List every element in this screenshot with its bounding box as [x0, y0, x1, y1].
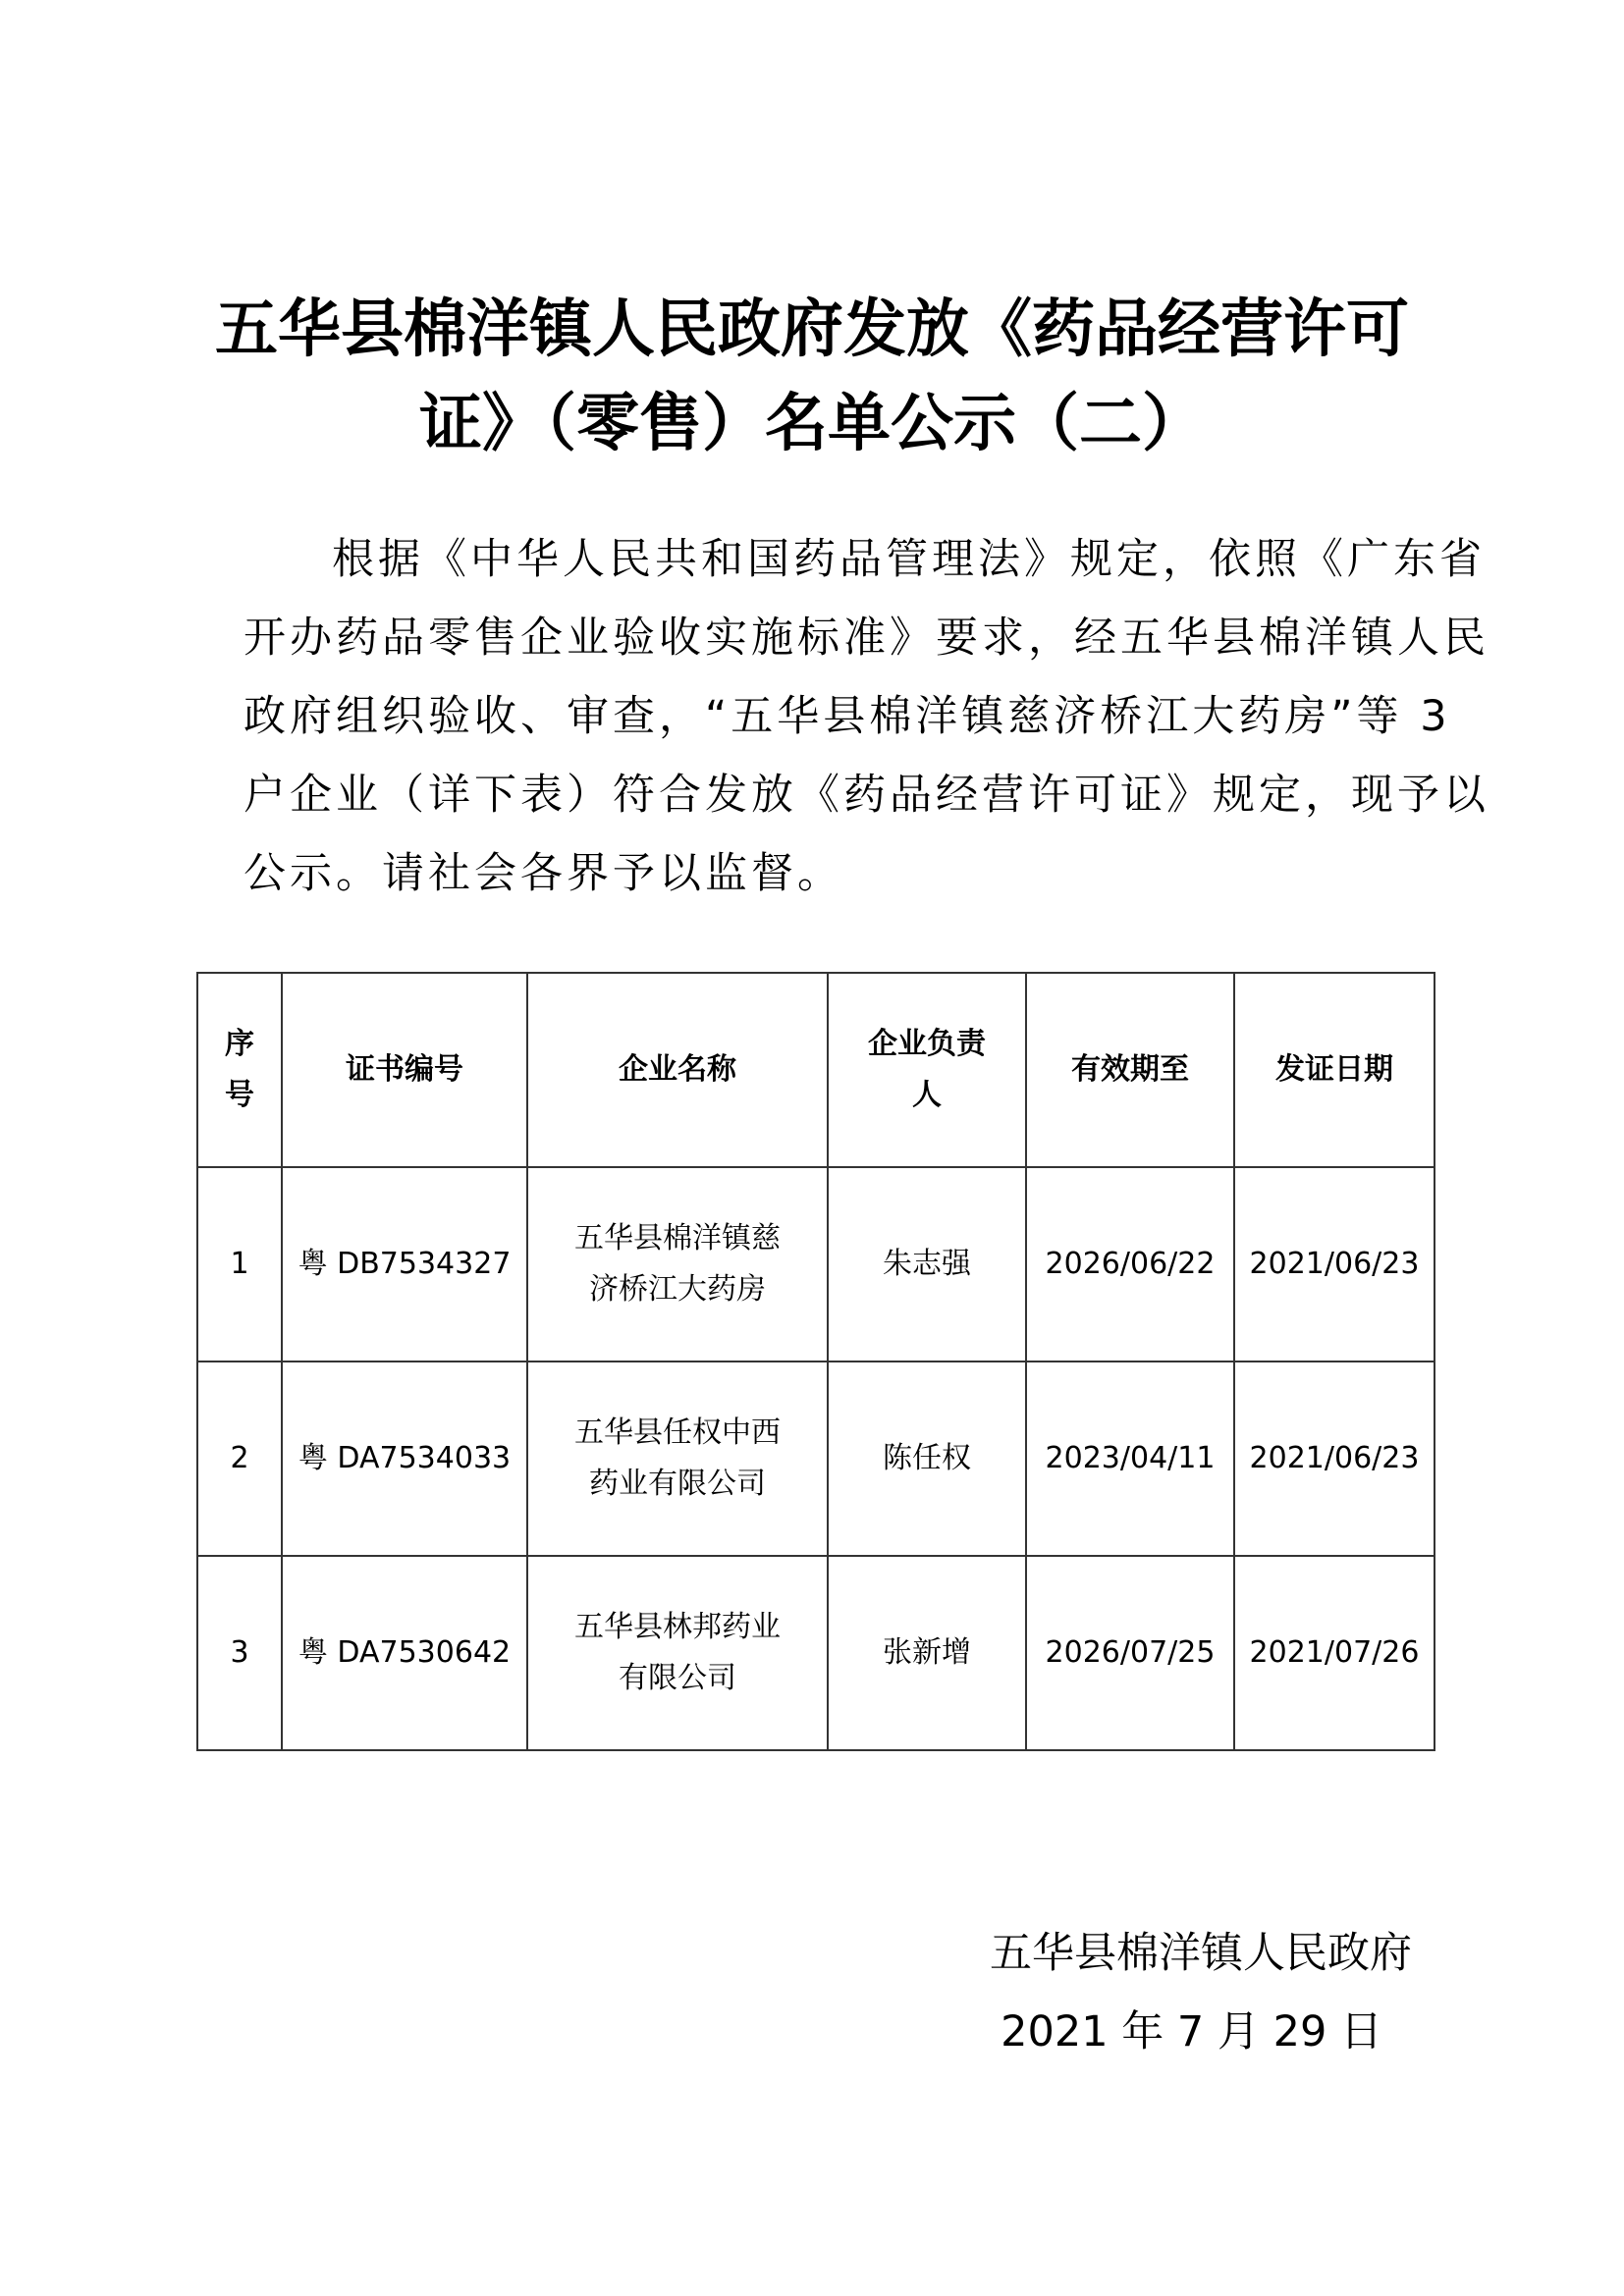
signature-block — [990, 1914, 1412, 2071]
cell-company-name: 五华县棉洋镇慈 济桥江大药房 — [527, 1167, 828, 1362]
cell-valid-until: 2026/07/25 — [1026, 1556, 1234, 1750]
header-valid-until: 有效期至 — [1026, 973, 1234, 1167]
table-row — [197, 1556, 1435, 1750]
cell-valid-until: 2023/04/11 — [1026, 1362, 1234, 1556]
issuing-organization: 五华县棉洋镇人民政府 — [990, 1929, 1412, 1978]
cell-cert-number: 粤 DB7534327 — [282, 1167, 527, 1362]
table-row — [197, 1362, 1435, 1556]
cell-issue-date: 2021/07/26 — [1234, 1556, 1435, 1750]
header-cert-number: 证书编号 — [282, 973, 527, 1167]
paragraph-line: 公示。请社会各界予以监督。 — [244, 849, 843, 898]
cell-seq: 1 — [197, 1167, 282, 1362]
cell-cert-number: 粤 DA7530642 — [282, 1556, 527, 1750]
cell-cert-number: 粤 DA7534033 — [282, 1362, 527, 1556]
cell-seq: 2 — [197, 1362, 282, 1556]
title-line-2: 证》（零售）名单公示（二） — [419, 387, 1205, 460]
cell-company-name: 五华县林邦药业 有限公司 — [527, 1556, 828, 1750]
table-header-row — [197, 973, 1435, 1167]
cell-company-name: 五华县任权中西 药业有限公司 — [527, 1362, 828, 1556]
cell-issue-date: 2021/06/23 — [1234, 1167, 1435, 1362]
paragraph-line: 开办药品零售企业验收实施标准》要求，经五华县棉洋镇人民 — [244, 614, 1489, 663]
announcement-paragraph — [244, 520, 1489, 913]
paragraph-line: 政府组织验收、审查，“五华县棉洋镇慈济桥江大药房”等 3 — [244, 692, 1451, 741]
paragraph-line: 根据《中华人民共和国药品管理法》规定，依照《广东省 — [332, 535, 1486, 584]
header-issue-date: 发证日期 — [1234, 973, 1435, 1167]
header-responsible-person: 企业负责 人 — [828, 973, 1026, 1167]
header-company-name: 企业名称 — [527, 973, 828, 1167]
signature-date: 2021 年 7 月 29 日 — [1001, 2007, 1382, 2056]
cell-responsible-person: 张新增 — [828, 1556, 1026, 1750]
table-row — [197, 1167, 1435, 1362]
cell-seq: 3 — [197, 1556, 282, 1750]
paragraph-line: 户企业（详下表）符合发放《药品经营许可证》规定，现予以 — [244, 771, 1489, 820]
cell-valid-until: 2026/06/22 — [1026, 1167, 1234, 1362]
cell-issue-date: 2021/06/23 — [1234, 1362, 1435, 1556]
document-title — [196, 283, 1428, 471]
header-seq: 序 号 — [197, 973, 282, 1167]
permit-table — [196, 972, 1435, 1751]
cell-responsible-person: 陈任权 — [828, 1362, 1026, 1556]
title-line-1: 五华县棉洋镇人民政府发放《药品经营许可 — [215, 293, 1409, 366]
cell-responsible-person: 朱志强 — [828, 1167, 1026, 1362]
